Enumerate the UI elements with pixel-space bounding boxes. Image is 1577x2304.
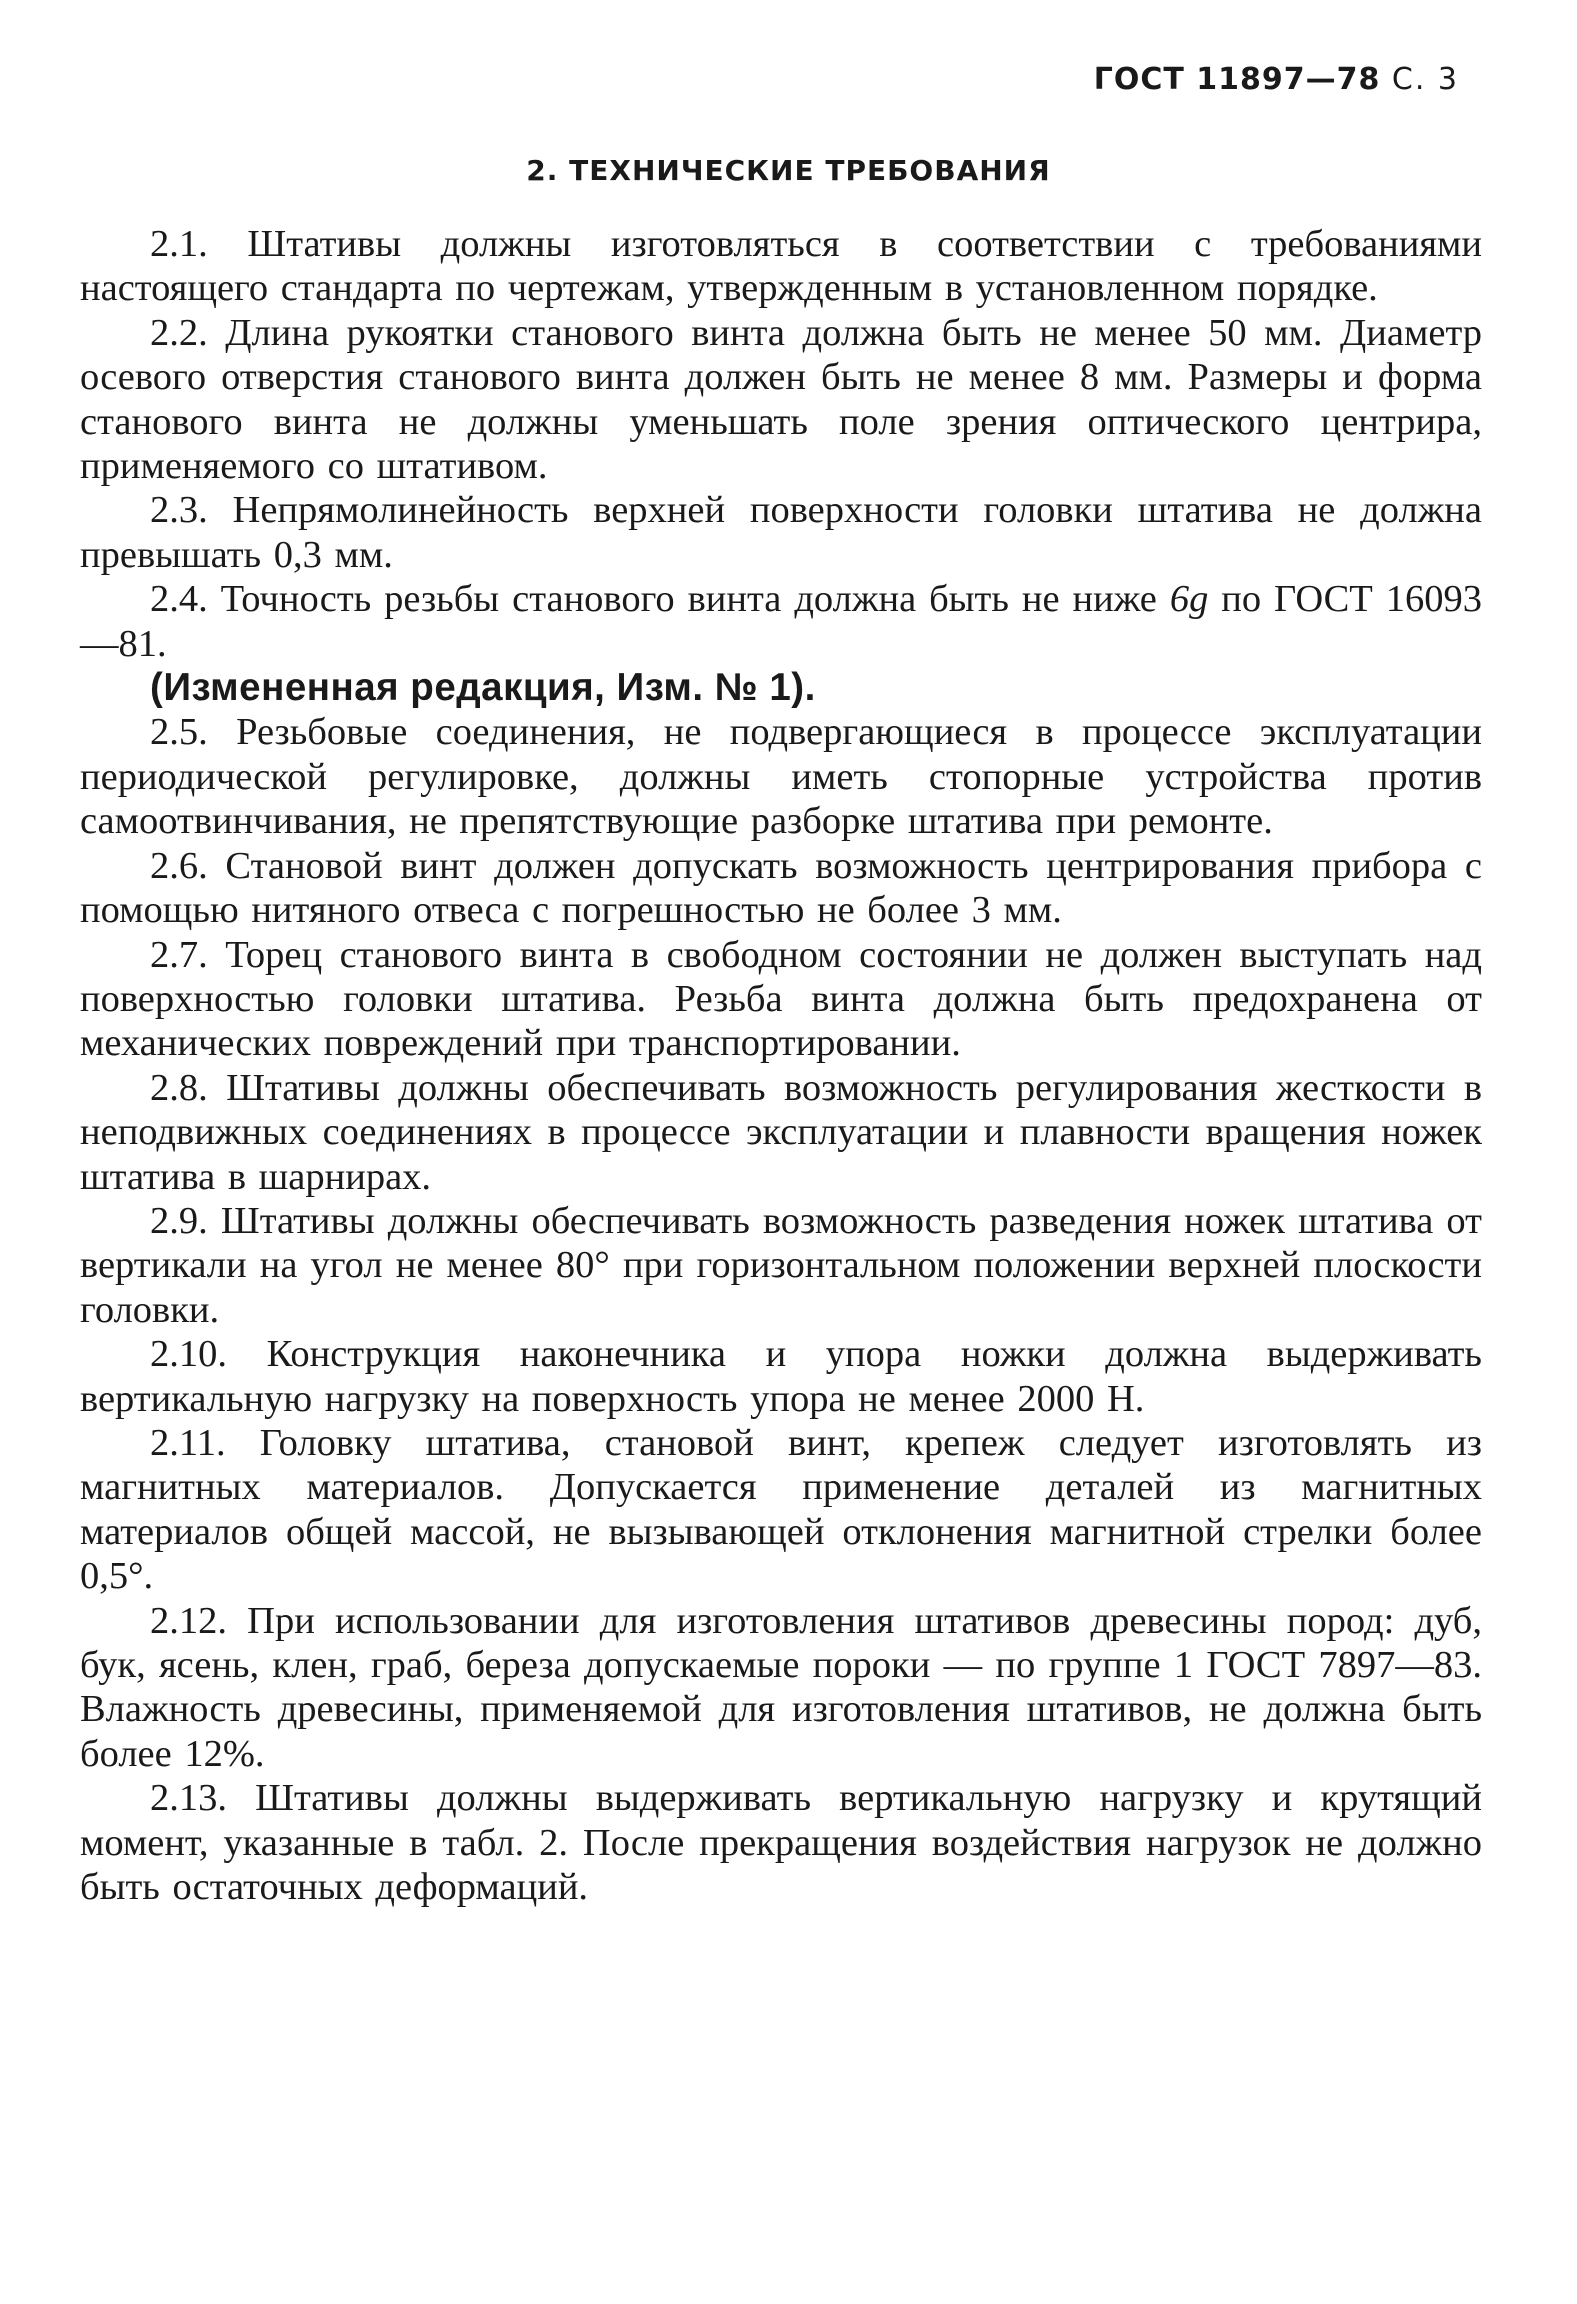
clause-2-13: 2.13. Штативы должны выдерживать вертикальную нагрузку и крутящий момент, указанные в табл. 2. После прекращения воздействия нагрузок не должно быть остаточных деформаций. <box>80 1777 1482 1909</box>
clause-2-8: 2.8. Штативы должны обеспечивать возможность регулирования жесткости в неподвижных соединениях в процессе эксплуатации и плавности вращения ножек штатива в шарнирах. <box>80 1066 1482 1198</box>
amendment-note: (Измененная редакция, Изм. № 1). <box>150 666 816 710</box>
clause-2-5: 2.5. Резьбовые соединения, не подвергающиеся в процессе эксплуатации периодической регулировке, должны иметь стопорные устройства против самоотвинчивания, не препятствующие разборке штатива при ремонте. <box>80 711 1482 843</box>
clause-2-4 <box>80 577 1482 666</box>
clause-2-4-lead: 2.4. Точность резьбы станового винта должна быть не ниже <box>150 578 1157 621</box>
thread-tolerance-grade: 6g <box>1169 578 1209 621</box>
clause-2-3: 2.3. Непрямолинейность верхней поверхности головки штатива не должна превышать 0,3 мм. <box>80 489 1482 576</box>
clause-2-6: 2.6. Становой винт должен допускать возможность центрирования прибора с помощью нитяного отвеса с погрешностью не более 3 мм. <box>80 844 1482 932</box>
body-text <box>80 222 1482 1909</box>
clause-2-1: 2.1. Штативы должны изготовляться в соответствии с требованиями настоящего стандарта по чертежам, утвержденным в установленном порядке. <box>80 223 1482 310</box>
clause-2-7: 2.7. Торец станового винта в свободном состоянии не должен выступать над поверхностью головки штатива. Резьба винта должна быть предохранена от механических повреждений при транспортировании. <box>80 933 1482 1065</box>
clause-2-10: 2.10. Конструкция наконечника и упора ножки должна выдерживать вертикальную нагрузку на поверхность упора не менее 2000 Н. <box>80 1333 1482 1420</box>
clause-2-4-tail: по ГОСТ 16093—81. <box>80 578 1483 665</box>
clause-2-12: 2.12. При использовании для изготовления штативов древесины пород: дуб, бук, ясень, клен, граб, береза допускаемые пороки — по группе 1 ГОСТ 7897—83. Влажность древесины, применяемой для изготовления штативов, не должна быть более 12%. <box>80 1599 1482 1775</box>
clause-2-9: 2.9. Штативы должны обеспечивать возможность разведения ножек штатива от вертикали на угол не менее 80° при горизонтальном положении верхней плоскости головки. <box>80 1199 1482 1331</box>
standard-number: ГОСТ 11897—78 <box>1093 62 1381 97</box>
running-header <box>1094 62 1459 97</box>
clause-2-11: 2.11. Головку штатива, становой винт, крепеж следует изготовлять из магнитных материалов. Допускается применение деталей из магнитных материалов общей массой, не вызывающей отклонения магнитной стрелки более 0,5°. <box>80 1421 1482 1598</box>
section-heading: 2. ТЕХНИЧЕСКИЕ ТРЕБОВАНИЯ <box>526 154 1051 187</box>
page-number: С. 3 <box>1391 62 1459 97</box>
clause-2-2: 2.2. Длина рукоятки станового винта должна быть не менее 50 мм. Диаметр осевого отверстия станового винта должен быть не менее 8 мм. Размеры и форма станового винта не должны уменьшать поле зрения оптического центрира, применяемого со штативом. <box>80 311 1482 488</box>
